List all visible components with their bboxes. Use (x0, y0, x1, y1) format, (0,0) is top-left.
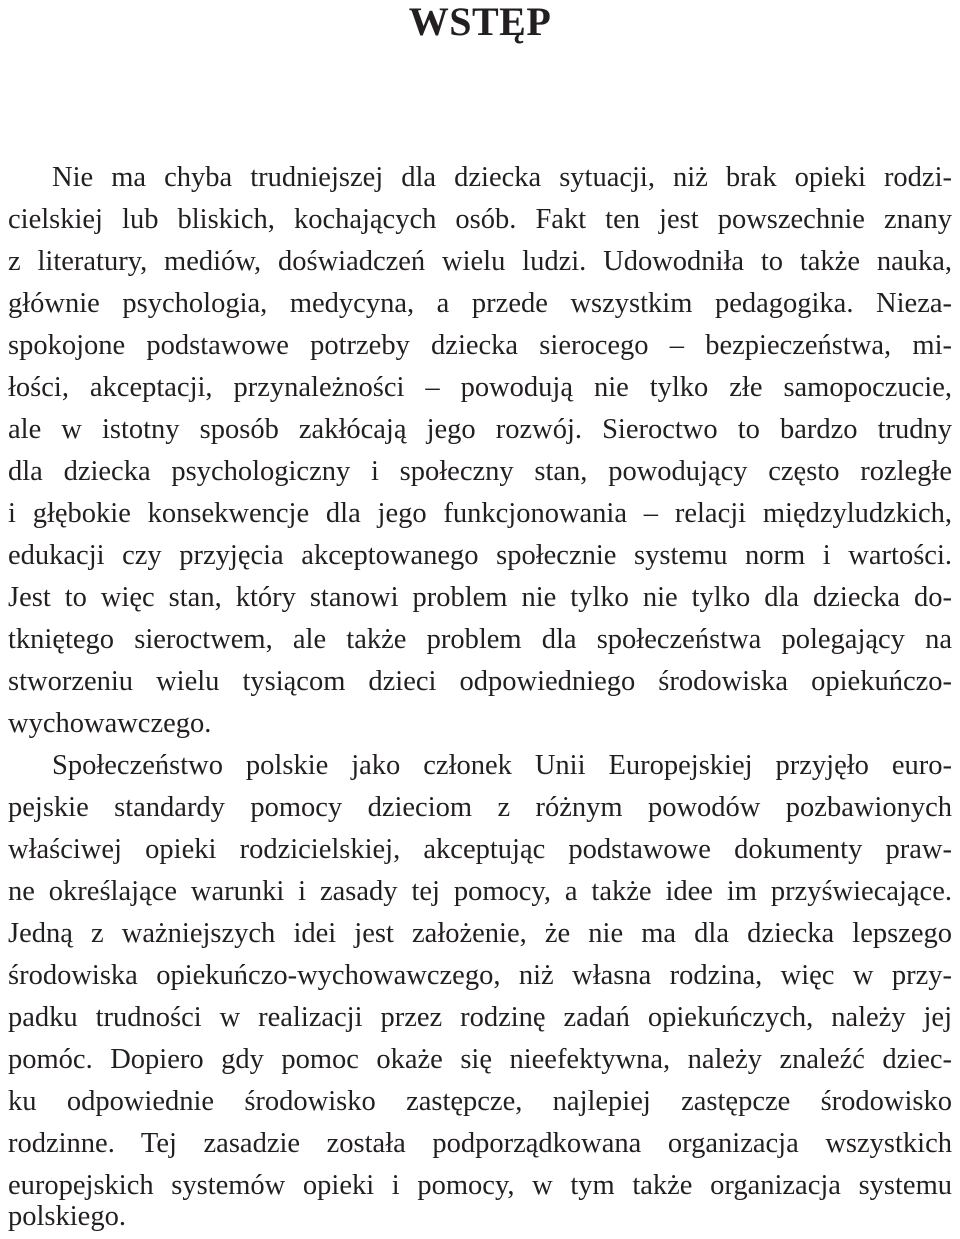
paragraph-line: ne określające warunki i zasady tej pomocy, a także idee im przyświecające. (8, 876, 952, 907)
paragraph-line: właściwej opieki rodzicielskiej, akceptując podstawowe dokumenty praw- (8, 834, 952, 865)
paragraph-line: Nie ma chyba trudniejszej dla dziecka sytuacji, niż brak opieki rodzi- (52, 162, 952, 193)
paragraph-line: edukacji czy przyjęcia akceptowanego społecznie systemu norm i wartości. (8, 540, 952, 571)
paragraph-line: Jedną z ważniejszych idei jest założenie, że nie ma dla dziecka lepszego (8, 918, 952, 949)
chapter-heading: WSTĘP (408, 0, 552, 44)
paragraph-line: stworzeniu wielu tysiącom dzieci odpowiedniego środowiska opiekuńczo- (8, 666, 952, 697)
paragraph-line: europejskich systemów opieki i pomocy, w tym także organizacja systemu (8, 1170, 952, 1201)
paragraph-line: tkniętego sieroctwem, ale także problem dla społeczeństwa polegający na (8, 624, 952, 655)
paragraph-line: padku trudności w realizacji przez rodzinę zadań opiekuńczych, należy jej (8, 1002, 952, 1033)
paragraph-line: Społeczeństwo polskie jako członek Unii Europejskiej przyjęło euro- (52, 750, 952, 781)
paragraph-line: rodzinne. Tej zasadzie została podporządkowana organizacja wszystkich (8, 1128, 952, 1159)
paragraph-line: głównie psychologia, medycyna, a przede wszystkim pedagogika. Nieza- (8, 288, 952, 319)
paragraph-line: z literatury, mediów, doświadczeń wielu ludzi. Udowodniła to także nauka, (8, 246, 952, 277)
paragraph-line: cielskiej lub bliskich, kochających osób. Fakt ten jest powszechnie znany (8, 204, 952, 235)
paragraph-line: łości, akceptacji, przynależności – powodują nie tylko złe samopoczucie, (8, 372, 952, 403)
paragraph-line: ku odpowiednie środowisko zastępcze, najlepiej zastępcze środowisko (8, 1086, 952, 1117)
paragraph-line: pomóc. Dopiero gdy pomoc okaże się nieefektywna, należy znaleźć dziec- (8, 1044, 952, 1075)
paragraph-line: Jest to więc stan, który stanowi problem nie tylko nie tylko dla dziecka do- (8, 582, 952, 613)
paragraph-line: i głębokie konsekwencje dla jego funkcjonowania – relacji międzyludzkich, (8, 498, 952, 529)
paragraph-line: pejskie standardy pomocy dzieciom z różnym powodów pozbawionych (8, 792, 952, 823)
paragraph-line: ale w istotny sposób zakłócają jego rozwój. Sieroctwo to bardzo trudny (8, 414, 952, 445)
paragraph-line: środowiska opiekuńczo-wychowawczego, niż własna rodzina, więc w przy- (8, 960, 952, 991)
paragraph-line: polskiego. (8, 1201, 126, 1232)
paragraph-line: spokojone podstawowe potrzeby dziecka sierocego – bezpieczeństwa, mi- (8, 330, 952, 361)
paragraph-line: wychowawczego. (8, 708, 212, 739)
paragraph-line: dla dziecka psychologiczny i społeczny stan, powodujący często rozległe (8, 456, 952, 487)
